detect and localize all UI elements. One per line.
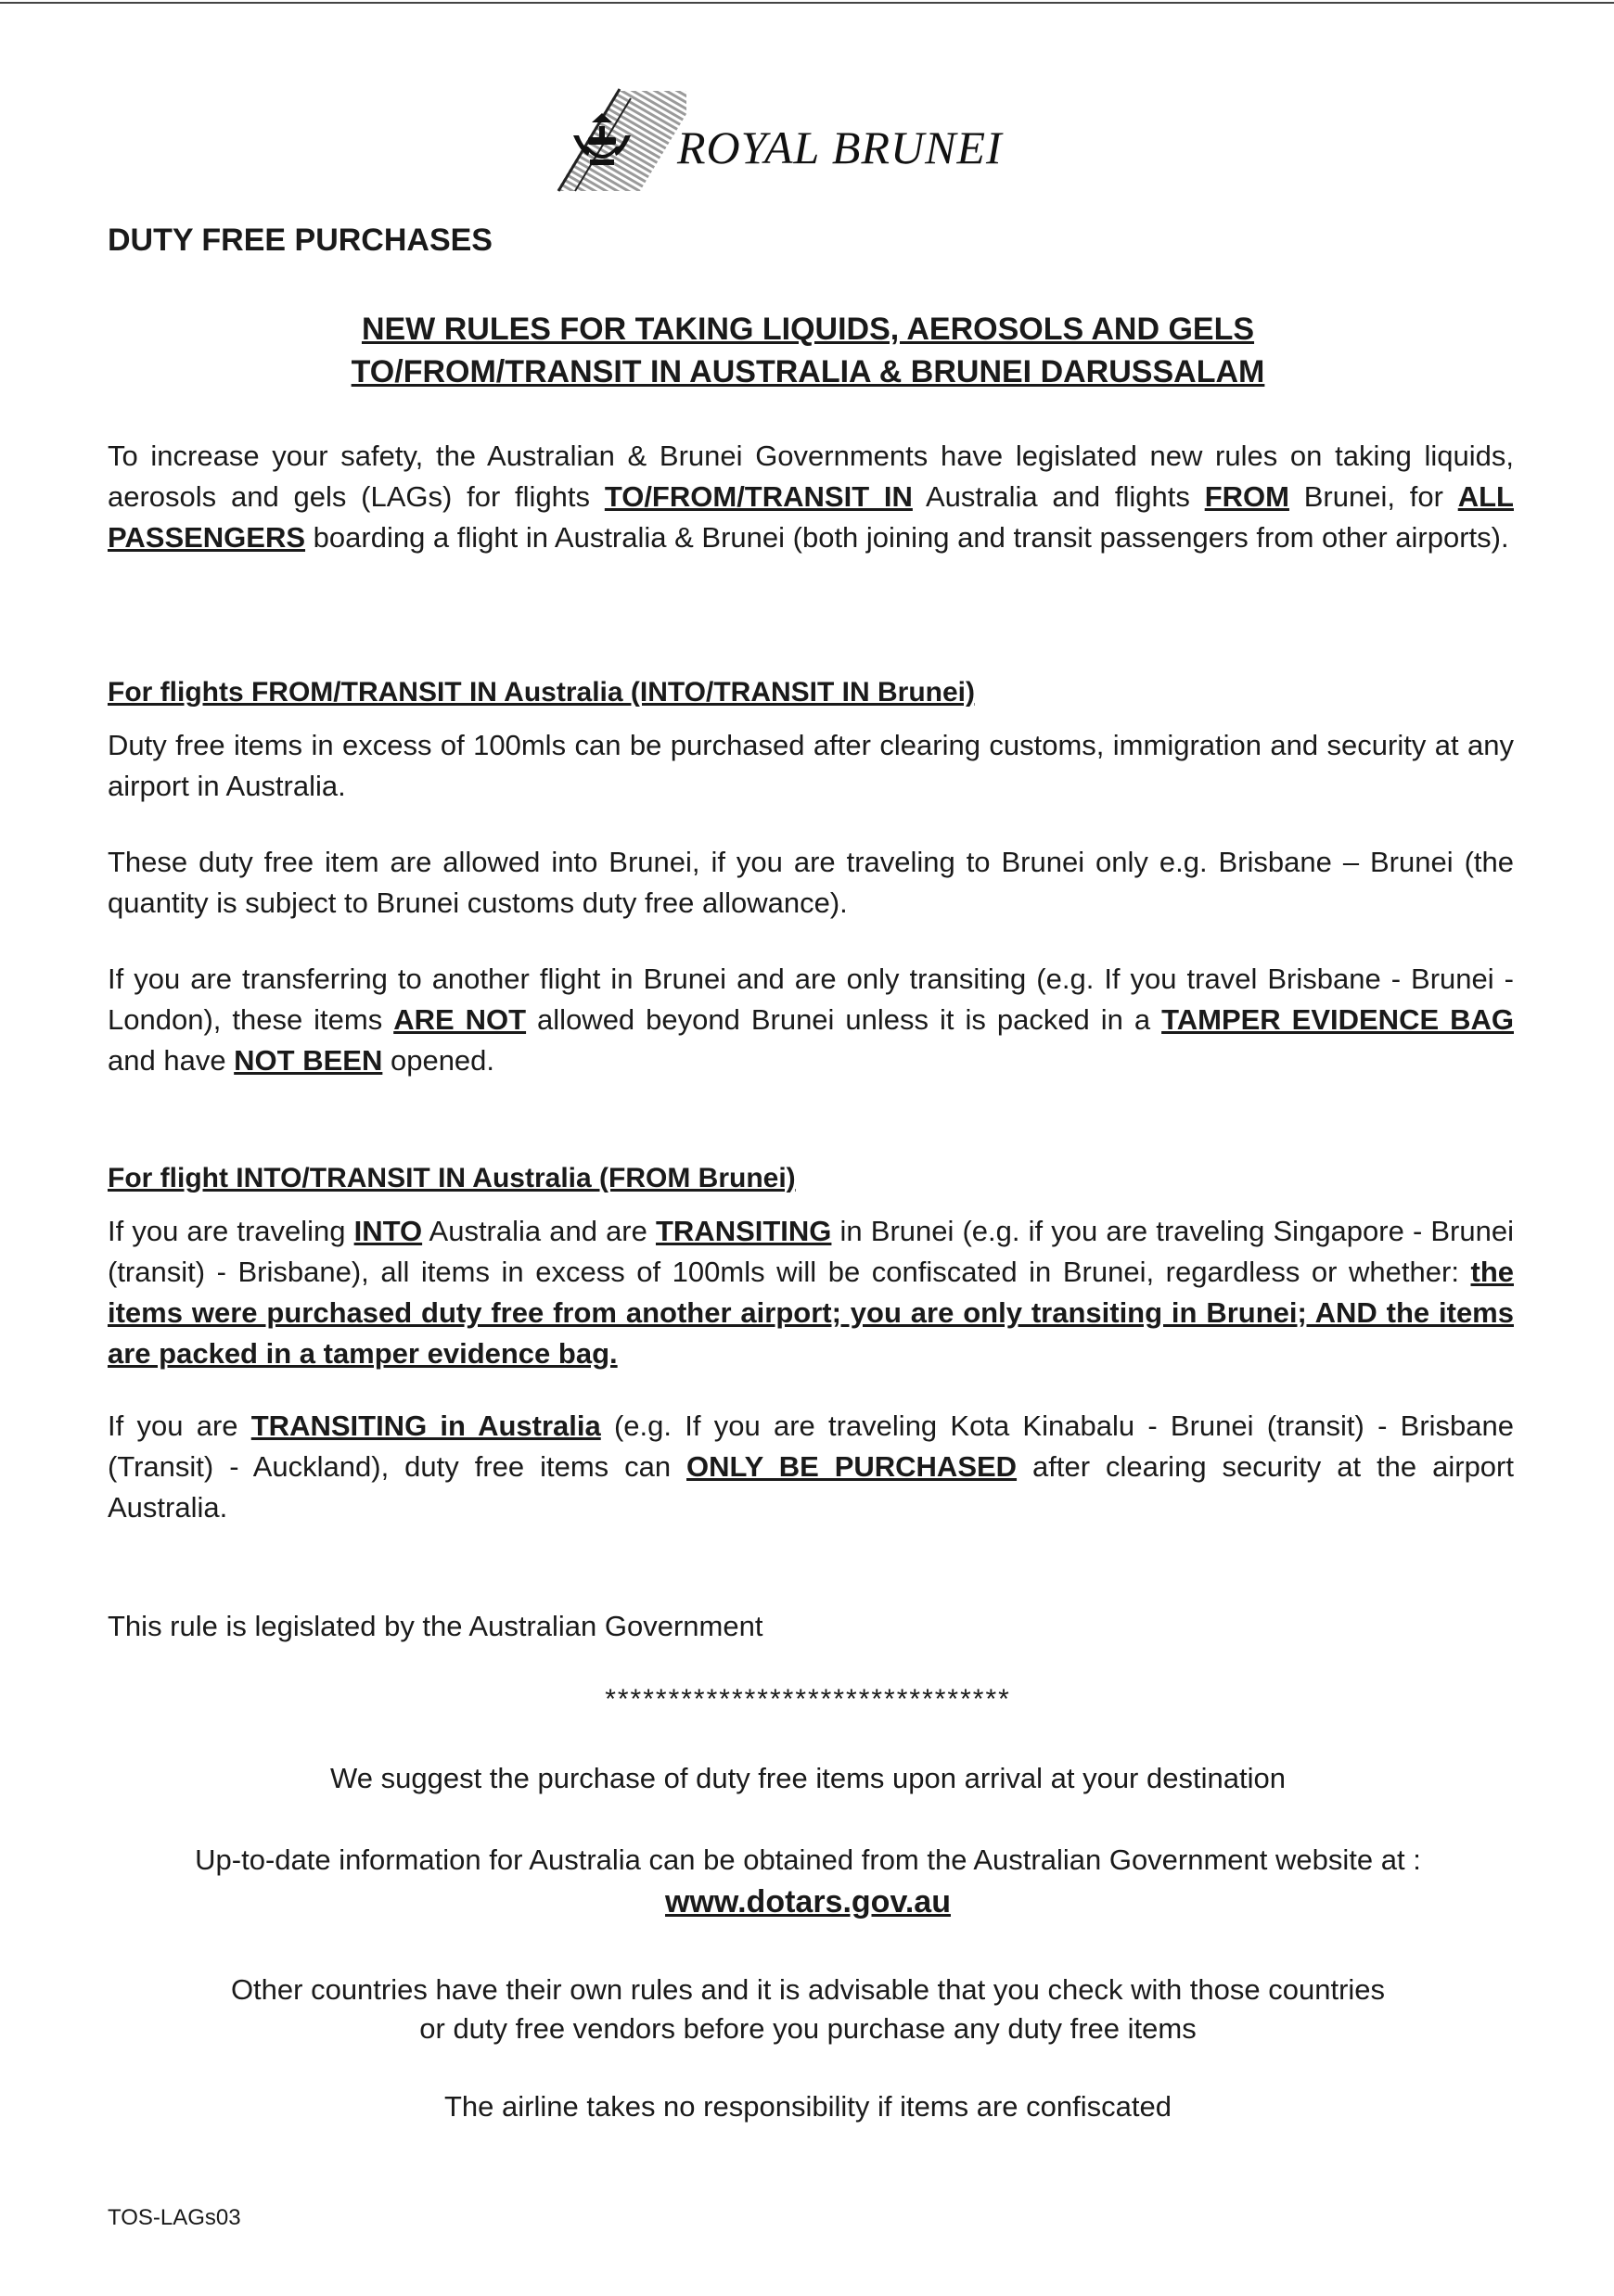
title-line-1: NEW RULES FOR TAKING LIQUIDS, AEROSOLS AND GELS xyxy=(361,312,1255,347)
page-heading: DUTY FREE PURCHASES xyxy=(108,223,493,258)
section1-paragraph-1: Duty free items in excess of 100mls can be purchased after clearing customs, immigration and security at any airport in Australia. xyxy=(108,729,1514,802)
section1-paragraph-2: These duty free item are allowed into Brunei, if you are traveling to Brunei only e.g. Brisbane – Brunei (the quantity is subject to Brunei customs duty free allowance). xyxy=(108,846,1514,919)
section2-heading: For flight INTO/TRANSIT IN Australia (FROM Brunei) xyxy=(108,1163,796,1193)
top-border-line xyxy=(0,2,1614,4)
section1-heading: For flights FROM/TRANSIT IN Australia (INTO/TRANSIT IN Brunei) xyxy=(108,677,975,708)
star-divider: ******************************** xyxy=(605,1684,1011,1715)
intro-paragraph: To increase your safety, the Australian & Brunei Governments have legislated new rules on taking liquids, aerosols and gels (LAGs) for flights TO/FROM/TRANSIT IN Australia and flights FROM Brunei, for ALL PASSENGERS boarding a flight in Australia & Brunei (both joining and transit passengers from other airports). xyxy=(108,440,1514,554)
section2-paragraph-1: If you are traveling INTO Australia and are TRANSITING in Brunei (e.g. if you are traveling Singapore - Brunei (transit) - Brisbane), all items in excess of 100mls will be confiscated in Brunei, regardless or whether: the items were purchased duty free from another airport; you are only transiting in Brunei; AND the items are packed in a tamper evidence bag. xyxy=(108,1215,1514,1370)
other-countries-line-2: or duty free vendors before you purchase any duty free items xyxy=(419,2012,1197,2045)
other-countries-line-1: Other countries have their own rules and it is advisable that you check with those countries xyxy=(230,1973,1386,2006)
document-code: TOS-LAGs03 xyxy=(108,2205,241,2230)
royal-brunei-logo xyxy=(547,82,1067,202)
suggest-note: We suggest the purchase of duty free items upon arrival at your destination xyxy=(330,1762,1286,1794)
section2-paragraph-2: If you are TRANSITING in Australia (e.g. If you are traveling Kota Kinabalu - Brunei (transit) - Brisbane (Transit) - Auckland), duty free items can ONLY BE PURCHASED after clearing security at the airport Australia. xyxy=(108,1409,1514,1524)
logo-text: ROYAL BRUNEI xyxy=(677,121,1003,173)
royal-crest-icon xyxy=(547,82,686,202)
responsibility-note: The airline takes no responsibility if items are confiscated xyxy=(444,2090,1172,2123)
website-link[interactable]: www.dotars.gov.au xyxy=(665,1884,951,1920)
title-line-2: TO/FROM/TRANSIT IN AUSTRALIA & BRUNEI DARUSSALAM xyxy=(351,354,1265,389)
section1-paragraph-3: If you are transferring to another flight in Brunei and are only transiting (e.g. If you travel Brisbane - Brunei - London), these items ARE NOT allowed beyond Brunei unless it is packed in a TAMPER EVIDENCE BAG and have NOT BEEN opened. xyxy=(108,963,1514,1077)
uptodate-note: Up-to-date information for Australia can be obtained from the Australian Government website at : xyxy=(195,1843,1421,1876)
legislated-note: This rule is legislated by the Australian Government xyxy=(108,1610,763,1642)
